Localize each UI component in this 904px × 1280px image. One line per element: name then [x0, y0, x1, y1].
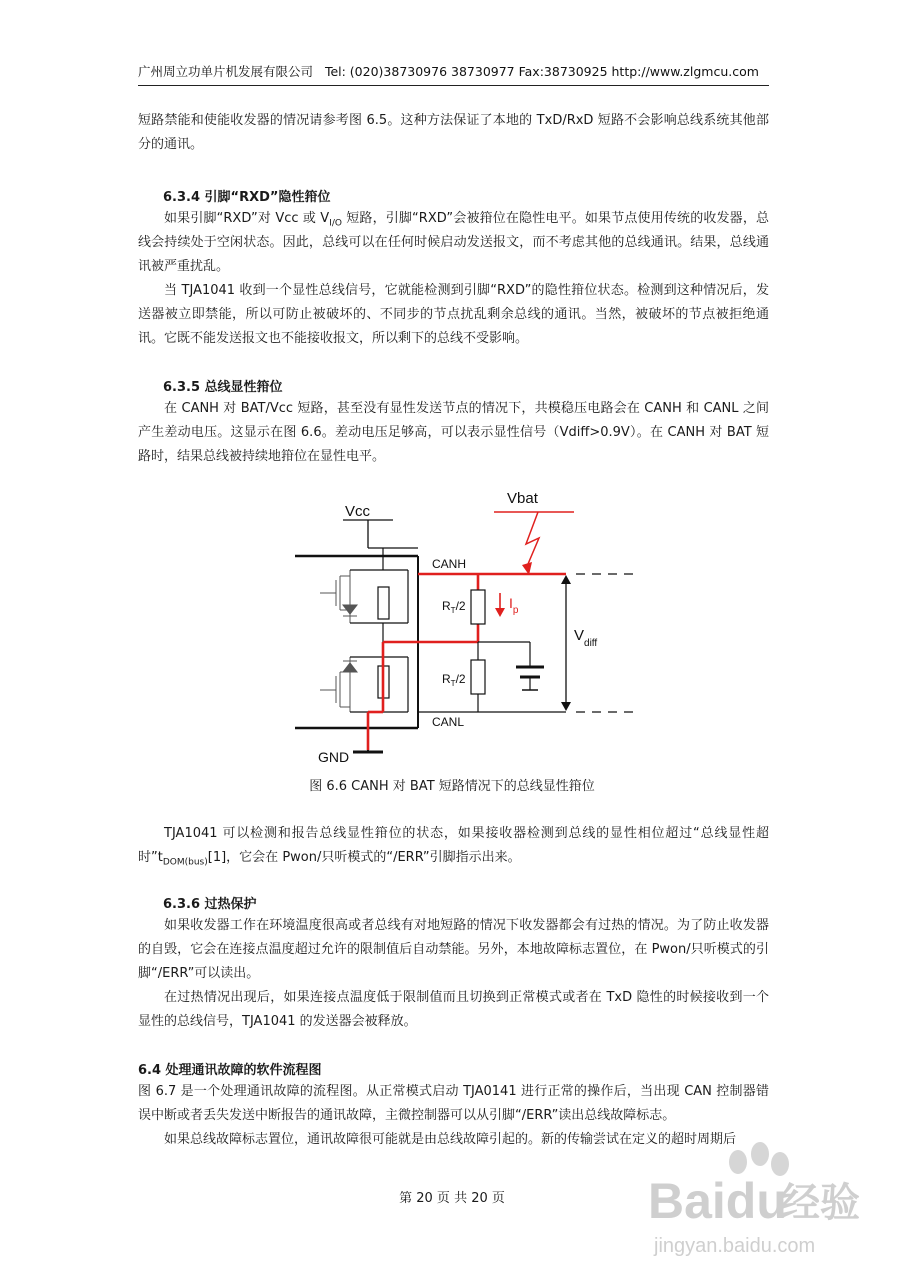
- rt-upper-label: $R_T/2$: [442, 599, 466, 615]
- text-run: TJA1041 可以检测和报告总线显性箝位的状态，如果接收器检测到总线的显性相位超过“总线显性超时”t: [138, 826, 769, 865]
- paragraph-6-3-5-1: 在 CANH 对 BAT/Vcc 短路，甚至没有显性发送节点的情况下，共模稳压电路会在 CANH 和 CANL 之间产生差动电压。这显示在图 6.6。差动电压足够高，可以表示显性信号（Vdiff>0.9V）。在 CANH 对 BAT 短路时，结果总线被持续地箝位在显性电平。: [138, 401, 769, 464]
- text-run: 如果引脚“RXD”对 Vcc 或 V: [164, 211, 330, 226]
- subscript: DOM(bus): [162, 857, 208, 868]
- page-footer: 第 20 页 共 20 页: [399, 1191, 505, 1206]
- paw-icon: [729, 1142, 789, 1176]
- watermark-brand-cn: 经验: [780, 1181, 860, 1225]
- short-current-path: [368, 574, 566, 750]
- subscript: I/O: [329, 218, 342, 229]
- paragraph-6-4-2: 如果总线故障标志置位，通讯故障很可能就是由总线故障引起的。新的传输尝试在定义的超时周期后: [164, 1132, 737, 1147]
- heading-6-3-5: 6.3.5 总线显性箝位: [163, 380, 283, 395]
- heading-6-4: 6.4 处理通讯故障的软件流程图: [138, 1063, 322, 1078]
- header-contact: Tel: (020)38730976 38730977 Fax:38730925 http://www.zlgmcu.com: [324, 64, 759, 79]
- paragraph-6-3-6-1: 如果收发器工作在环境温度很高或者总线有对地短路的情况下收发器都会有过热的情况。为了防止收发器的自毁，它会在连接点温度超过允许的限制值后自动禁能。另外，本地故障标志置位，在 Pwon/只听模式的引脚“/ERR”可以读出。: [138, 918, 769, 981]
- rt-lower-label: $R_T/2$: [442, 672, 466, 688]
- paragraph-6-3-6-2: 在过热情况出现后，如果连接点温度低于限制值而且切换到正常模式或者在 TxD 隐性的时候接收到一个显性的总线信号，TJA1041 的发送器会被释放。: [138, 990, 769, 1029]
- vcc-label: Vcc: [345, 503, 371, 520]
- heading-6-3-4: 6.3.4 引脚“RXD”隐性箝位: [163, 190, 331, 205]
- lower-transistor: [320, 657, 357, 712]
- watermark-url: jingyan.baidu.com: [654, 1235, 816, 1257]
- paragraph-after-figure: [138, 822, 769, 870]
- figure-caption: 图 6.6 CANH 对 BAT 短路情况下的总线显性箝位: [309, 779, 595, 794]
- intro-paragraph: 短路禁能和使能收发器的情况请参考图 6.5。这种方法保证了本地的 TxD/RxD 短路不会影响总线系统其他部分的通讯。: [138, 113, 769, 152]
- vdiff-label: $V_{diff}$: [574, 627, 598, 649]
- vbat-label: Vbat: [507, 490, 538, 507]
- header-company: 广州周立功单片机发展有限公司: [138, 64, 314, 79]
- canh-label: CANH: [432, 557, 467, 571]
- paragraph-6-4-1: 图 6.7 是一个处理通讯故障的流程图。从正常模式启动 TJA0141 进行正常的操作后，当出现 CAN 控制器错误中断或者丢失发送中断报告的通讯故障，主微控制器可以从引脚“/ERR”读出总线故障标志。: [138, 1084, 769, 1123]
- canl-label: CANL: [432, 715, 465, 729]
- upper-transistor: [320, 570, 357, 623]
- paragraph-6-3-4-2: 当 TJA1041 收到一个显性总线信号，它就能检测到引脚“RXD”的隐性箝位状态。检测到这种情况后，发送器被立即禁能，所以可防止被破坏的、不同步的节点扰乱剩余总线的通讯。当然，被破坏的节点被拒绝通讯。它既不能发送报文也不能接收报文，所以剩下的总线不受影响。: [138, 283, 769, 346]
- watermark-brand: Baidu: [648, 1173, 787, 1229]
- text-run: 短路，引脚“RXD”会被箝位在隐性电平。如果节点使用传统的收发器，总线会持续处于空闲状态。因此，总线可以在任何时候启动发送报文，而不考虑其他的总线通讯。结果，总线通讯被严重扰乱。: [138, 211, 769, 274]
- gnd-label: GND: [318, 749, 350, 765]
- text-run: [1]，它会在 Pwon/只听模式的“/ERR”引脚指示出来。: [207, 850, 521, 865]
- ip-label: $I_p$: [509, 595, 519, 616]
- baidu-jingyan-watermark: [640, 1140, 870, 1265]
- heading-6-3-6: 6.3.6 过热保护: [163, 897, 257, 912]
